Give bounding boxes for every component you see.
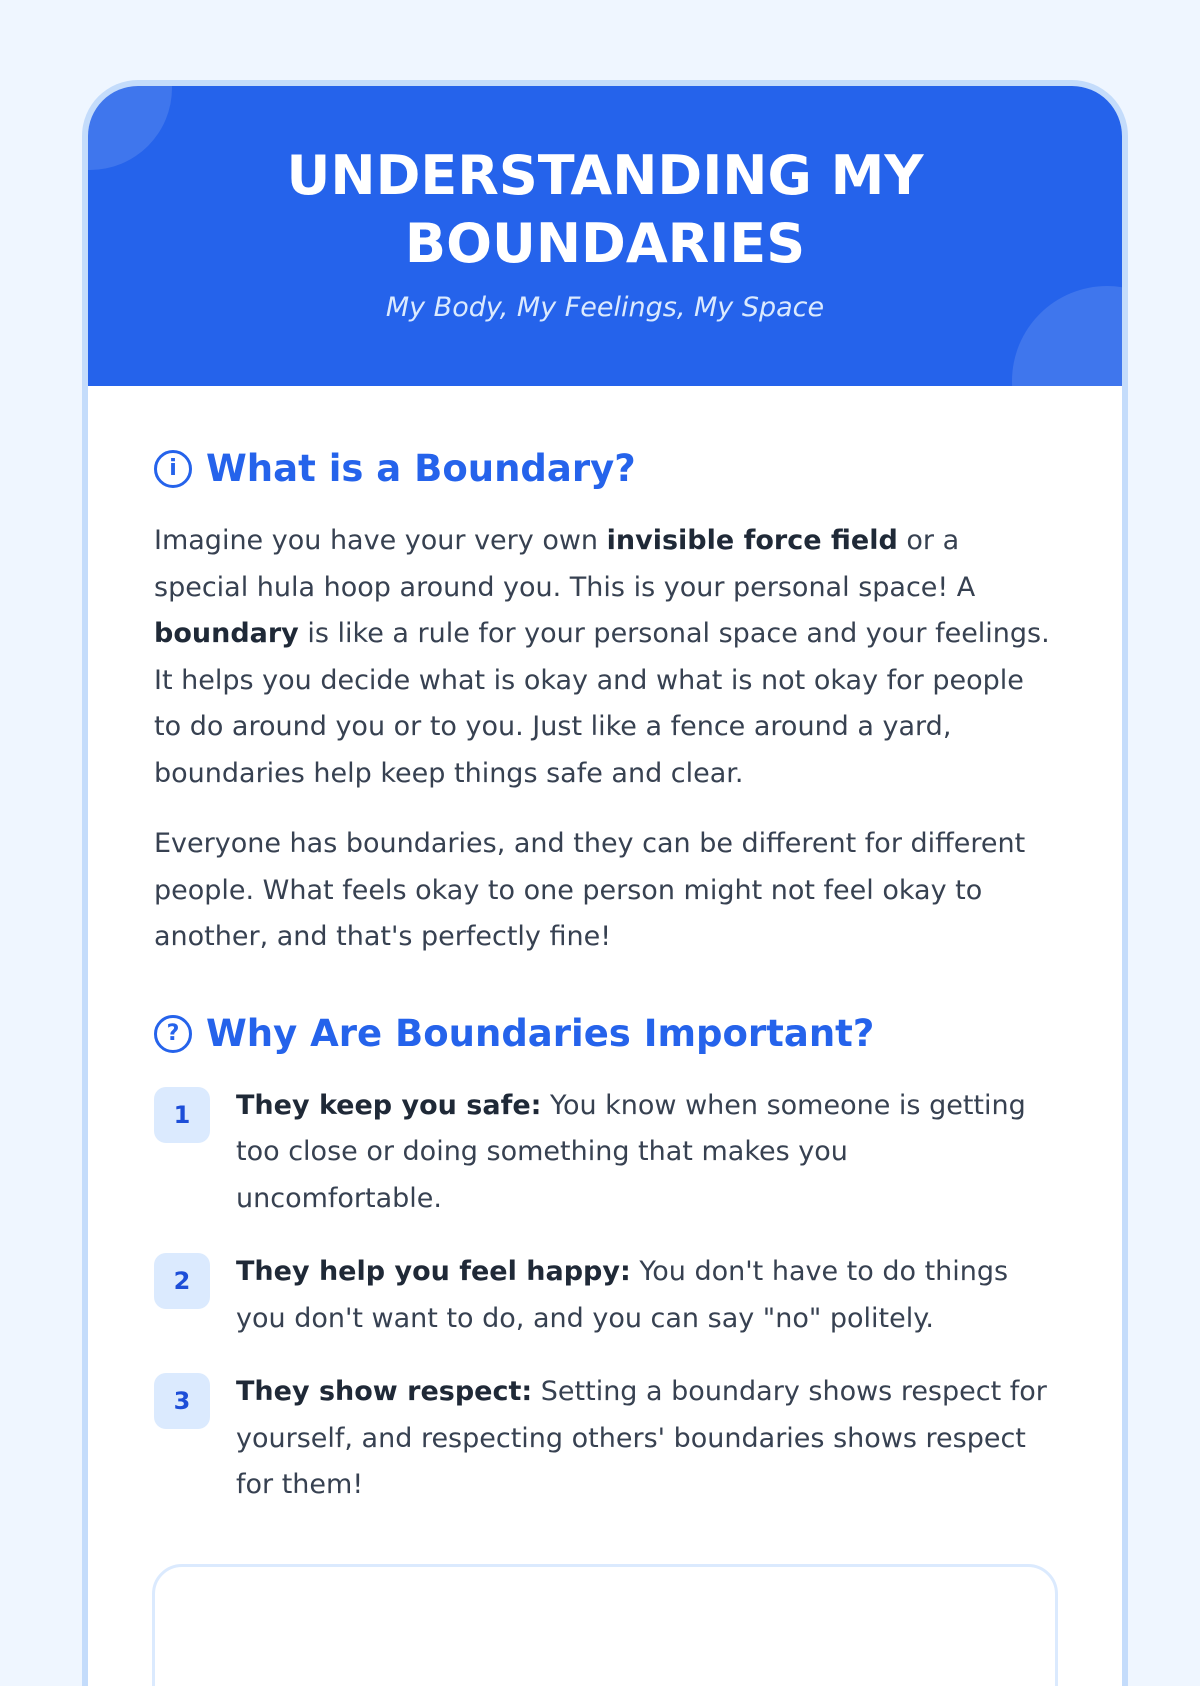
list-item (154, 1249, 1058, 1342)
section-heading-why (154, 1011, 1058, 1057)
info-icon: i (154, 450, 192, 488)
question-icon: ? (154, 1015, 192, 1053)
list-item-text: They keep you safe: You know when someone is getting too close or doing something that makes you uncomfortable. (236, 1089, 1026, 1214)
list-item (154, 1369, 1058, 1509)
number-badge: 2 (154, 1253, 210, 1309)
section-title: Why Are Boundaries Important? (206, 1011, 875, 1055)
content-card (82, 80, 1128, 1686)
paragraph: Imagine you have your very own invisible force field or a special hula hoop around you. This is your personal space! A boundary is like a rule for your personal space and your feelings. It helps you decide what is okay and what is not okay for people to do around you or to you. Just like a fence around a yard, boundaries help keep things safe and clear. (154, 525, 1050, 789)
number-badge: 1 (154, 1087, 210, 1143)
main-content (88, 386, 1122, 1509)
list-item-text: They show respect: Setting a boundary shows respect for yourself, and respecting others' boundaries shows respect for them! (236, 1376, 1047, 1500)
number-badge: 3 (154, 1373, 210, 1429)
list-item-text: They help you feel happy: You don't have to do things you don't want to do, and you can say "no" politely. (236, 1256, 1009, 1334)
section-title: What is a Boundary? (206, 447, 636, 490)
section-heading-what (154, 446, 1058, 492)
page-title: UNDERSTANDING MY BOUNDARIES (286, 144, 924, 275)
reasons-list (154, 1083, 1058, 1509)
list-item (154, 1083, 1058, 1223)
next-section-box (152, 1564, 1058, 1686)
page-subtitle: My Body, My Feelings, My Space (385, 292, 825, 323)
paragraph: Everyone has boundaries, and they can be different for different people. What feels okay to one person might not feel okay to another, and that's perfectly fine! (154, 828, 1026, 952)
header-banner (88, 86, 1122, 386)
